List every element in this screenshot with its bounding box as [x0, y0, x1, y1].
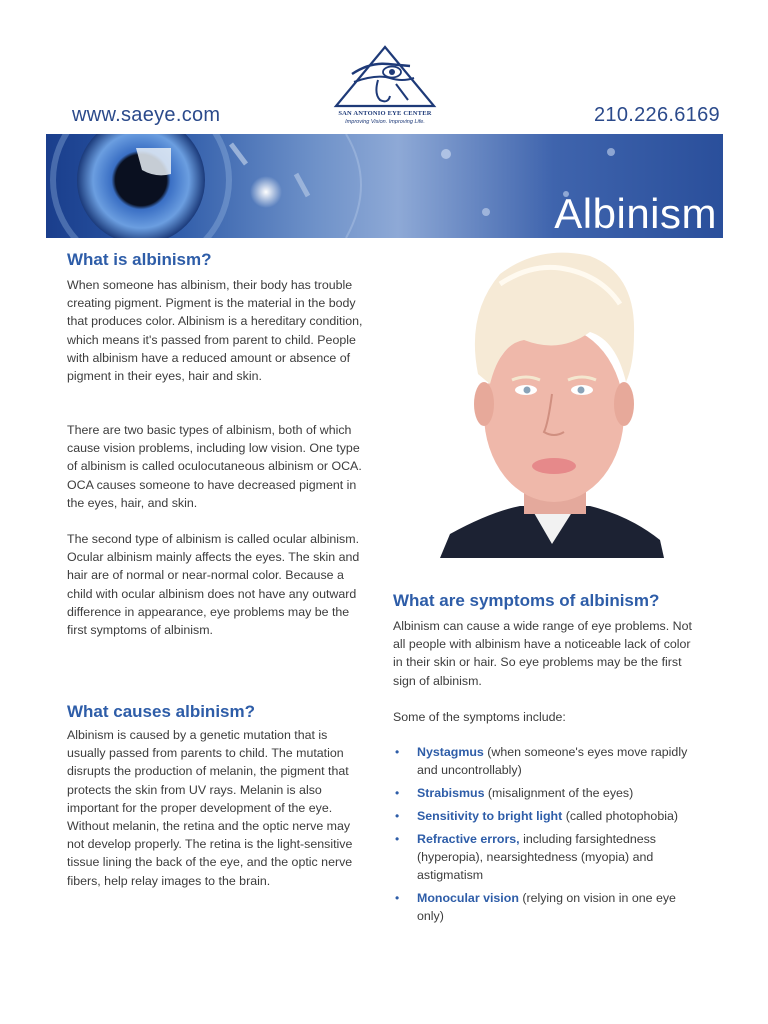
- list-item: [393, 784, 693, 802]
- logo: [330, 44, 440, 130]
- what-paragraph-2: There are two basic types of albinism, both of which cause vision problems, including low vision. One type of albinism is called oculocutaneous albinism or OCA. OCA causes someone to have decreased pigment in the eyes, hair, and skin.: [67, 423, 362, 510]
- symptom-term: Strabismus: [417, 786, 485, 800]
- banner: [46, 134, 723, 238]
- what-paragraph-1: When someone has albinism, their body has trouble creating pigment. Pigment is the material in the body that produces color. Albinism is a hereditary condition, which means it's passed from parent to child. People with albinism have a reduced amount or absence of pigment in their eyes, hair and skin.: [67, 278, 363, 384]
- symptom-desc: (when someone's eyes move rapidly and uncontrollably): [417, 745, 688, 777]
- symptom-term: Monocular vision: [417, 891, 519, 905]
- bullet-icon: •: [395, 832, 400, 846]
- bullet-icon: •: [395, 786, 400, 800]
- website-link[interactable]: www.saeye.com: [72, 104, 221, 126]
- bullet-icon: •: [395, 809, 400, 823]
- symptoms-intro: Some of the symptoms include:: [393, 710, 566, 724]
- phone-number[interactable]: 210.226.6169: [594, 104, 720, 126]
- what-paragraph-3: The second type of albinism is called ocular albinism. Ocular albinism mainly affects the eyes. The skin and hair are of normal or near-normal color. Because a child with ocular albinism does not have any outward difference in appearance, eye problems may be the first symptoms of albinism.: [67, 532, 360, 638]
- page-title: Albinism: [554, 190, 717, 237]
- symptom-desc: including farsightedness (hyperopia), nearsightedness (myopia) and astigmatism: [417, 832, 657, 882]
- symptom-desc: (relying on vision in one eye only): [417, 891, 676, 923]
- eye-triangle-logo-icon: [330, 44, 440, 110]
- bullet-icon: •: [395, 891, 400, 905]
- symptom-term: Nystagmus: [417, 745, 484, 759]
- list-item: [393, 830, 693, 884]
- person-portrait-icon: [440, 244, 664, 558]
- logo-name: SAN ANTONIO EYE CENTER: [338, 110, 432, 117]
- logo-tagline: Improving Vision. Improving Life.: [345, 119, 425, 125]
- symptom-desc: (misalignment of the eyes): [484, 786, 634, 800]
- symptoms-paragraph-1: Albinism can cause a wide range of eye problems. Not all people with albinism have a noticeable lack of color in their skin or hair. So eye problems may be the first sign of albinism.: [393, 619, 692, 688]
- bullet-icon: •: [395, 745, 400, 759]
- list-item: [393, 807, 693, 825]
- causes-paragraph: Albinism is caused by a genetic mutation that is usually passed from parents to child. The mutation disrupts the production of melanin, the pigment that protects the skin from UV rays. Melanin is also important for the proper development of the eye. Without melanin, the retina and the optic nerve may not develop properly. The retina is the light-sensitive tissue lining the back of the eye, and the optic nerve fibers, help relay images to the brain.: [67, 728, 353, 888]
- what-is-heading: What is albinism?: [67, 250, 212, 269]
- symptoms-heading: What are symptoms of albinism?: [393, 591, 660, 610]
- list-item: [393, 889, 693, 925]
- symptom-term: Refractive errors,: [417, 832, 520, 846]
- list-item: [393, 743, 693, 779]
- person-photo: [440, 244, 664, 558]
- symptoms-list: [393, 743, 693, 930]
- symptom-term: Sensitivity to bright light: [417, 809, 563, 823]
- symptom-desc: (called photophobia): [562, 809, 678, 823]
- causes-heading: What causes albinism?: [67, 702, 255, 721]
